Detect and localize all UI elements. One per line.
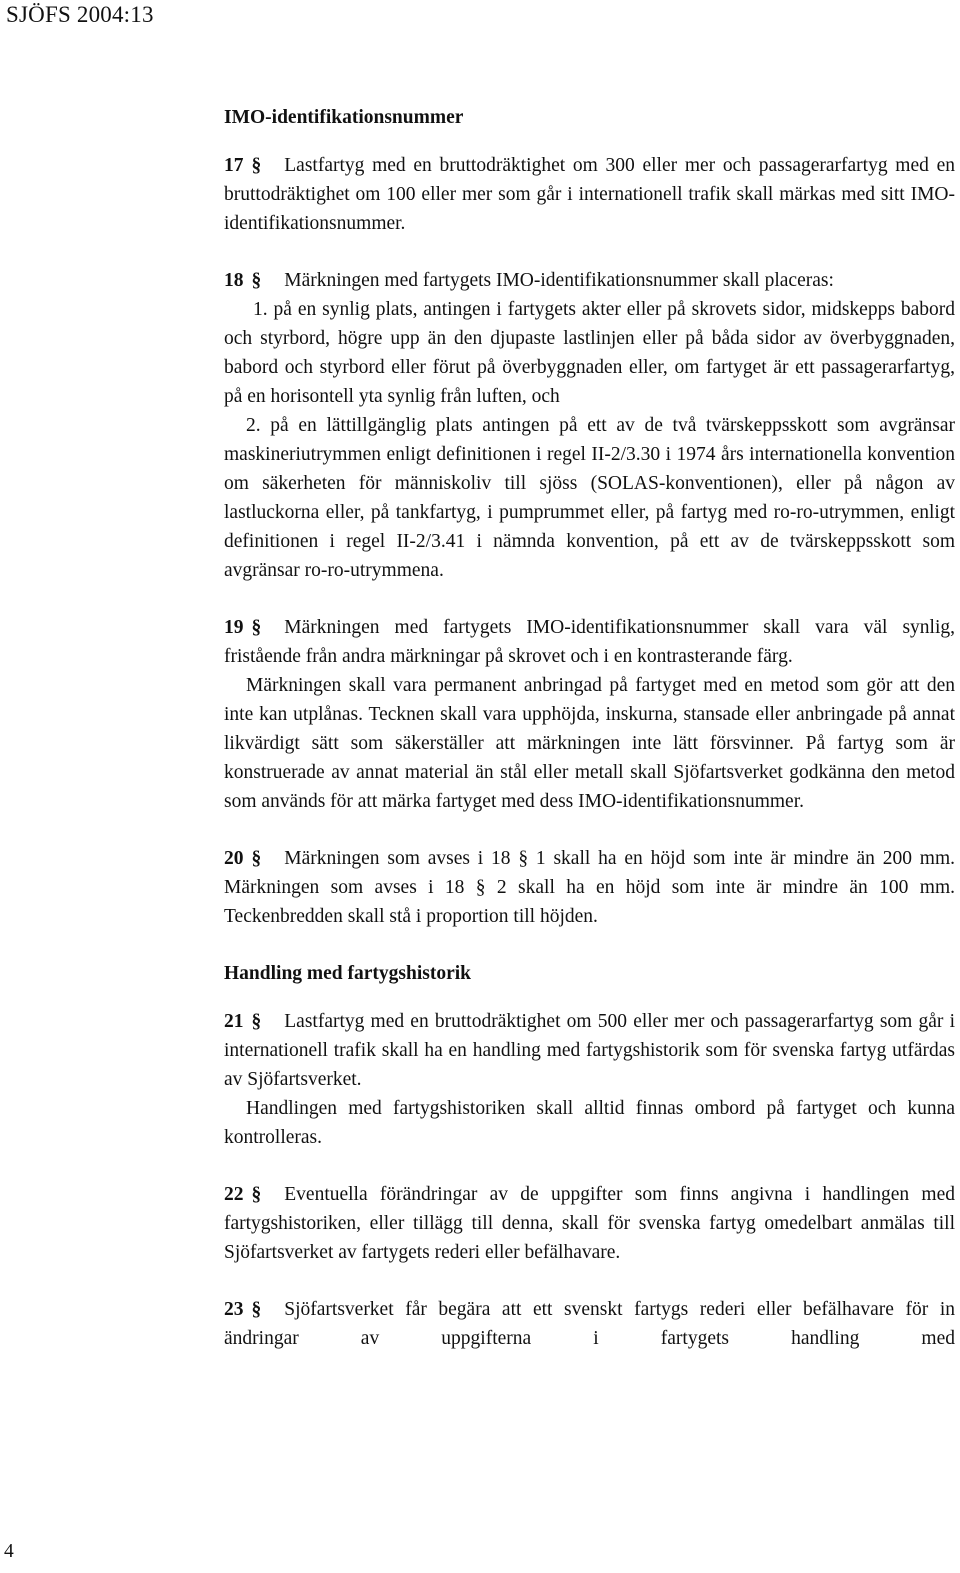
- section-number: 18: [224, 270, 244, 291]
- section-symbol: §: [251, 270, 262, 291]
- section-text: Eventuella förändringar av de uppgifter som finns angivna i handlingen med fartygshistoriken, eller tillägg till denna, skall för svenska fartyg omedelbart anmälas till Sjöfartsverket av fartygets rederi eller befälhavare.: [224, 1184, 955, 1263]
- section-number: 17: [224, 155, 244, 176]
- page-number: 4: [4, 1541, 14, 1562]
- section-symbol: §: [251, 617, 262, 638]
- section-text: Märkningen som avses i 18 § 1 skall ha en höjd som inte är mindre än 200 mm. Märkningen som avses i 18 § 2 skall ha en höjd som inte är mindre än 100 mm. Teckenbredden skall stå i proportion till höjden.: [224, 848, 955, 927]
- section-21-paragraph-2: Handlingen med fartygshistoriken skall alltid finnas ombord på fartyget och kunna kontrolleras.: [224, 1098, 955, 1148]
- heading-imo: IMO-identifikationsnummer: [224, 107, 464, 128]
- section-symbol: §: [251, 1299, 262, 1320]
- section-symbol: §: [251, 1184, 262, 1205]
- section-18-item-2: 2. på en lättillgänglig plats antingen på ett av de två tvärskeppsskott som avgränsar maskineriutrymmen enligt definitionen i regel II-2/3.30 i 1974 års internationella konvention om säkerheten för människoliv till sjöss (SOLAS-konventionen), eller på någon av lastluckorna eller, på tankfartyg, i pumprummet eller, på fartyg med ro-ro-utrymmen, enligt definitionen i regel II-2/3.41 i nämnda konvention, på ett av de tvärskeppsskott som avgränsar ro-ro-utrymmena.: [224, 415, 955, 581]
- document-body: [224, 103, 955, 1353]
- section-symbol: §: [251, 848, 262, 869]
- section-17: [224, 151, 955, 238]
- section-text: Sjöfartsverket får begära att ett svenskt fartygs rederi eller befälhavare för in ändringar av uppgifterna i fartygets handling med: [224, 1299, 955, 1349]
- section-symbol: §: [251, 1011, 262, 1032]
- section-18-item-1: 1. på en synlig plats, antingen i fartygets akter eller på skrovets sidor, midskepps babord och styrbord, högre upp än den djupaste lastlinjen eller på båda sidor av överbyggnaden, babord och styrbord eller förut på överbyggnaden eller, om fartyget är ett passagerarfartyg, på en horisontell yta synlig från luften, och: [224, 299, 955, 407]
- section-23: [224, 1295, 955, 1353]
- section-21: [224, 1007, 955, 1094]
- section-text: Lastfartyg med en bruttodräktighet om 300 eller mer och passagerarfartyg med en bruttodräktighet om 100 eller mer som går i internationell trafik skall märkas med sitt IMO-identifikationsnummer.: [224, 155, 955, 234]
- section-number: 20: [224, 848, 244, 869]
- section-number: 23: [224, 1299, 244, 1320]
- section-22: [224, 1180, 955, 1267]
- section-19-paragraph-2: Märkningen skall vara permanent anbringad på fartyget med en metod som gör att den inte kan utplånas. Tecknen skall vara upphöjda, inskurna, stansade eller anbringade på annat likvärdigt sätt som säkerställer att märkningen inte lätt försvinner. På fartyg som är konstruerade av annat material än stål eller metall skall Sjöfartsverket godkänna den metod som används för att märka fartyget med dess IMO-identifikationsnummer.: [224, 675, 955, 812]
- section-text: Märkningen med fartygets IMO-identifikationsnummer skall vara väl synlig, fristående från andra märkningar på skrovet och i en kontrasterande färg.: [224, 617, 955, 667]
- heading-handling: Handling med fartygshistorik: [224, 963, 472, 984]
- section-text: Märkningen med fartygets IMO-identifikationsnummer skall placeras:: [284, 270, 834, 291]
- section-number: 19: [224, 617, 244, 638]
- section-18: [224, 266, 955, 295]
- section-19: [224, 613, 955, 671]
- section-symbol: §: [251, 155, 262, 176]
- document-header: SJÖFS 2004:13: [6, 2, 154, 27]
- section-20: [224, 844, 955, 931]
- section-text: Lastfartyg med en bruttodräktighet om 500 eller mer och passagerarfartyg som går i internationell trafik skall ha en handling med fartygshistorik som för svenska fartyg utfärdas av Sjöfartsverket.: [224, 1011, 955, 1090]
- section-number: 22: [224, 1184, 244, 1205]
- section-number: 21: [224, 1011, 244, 1032]
